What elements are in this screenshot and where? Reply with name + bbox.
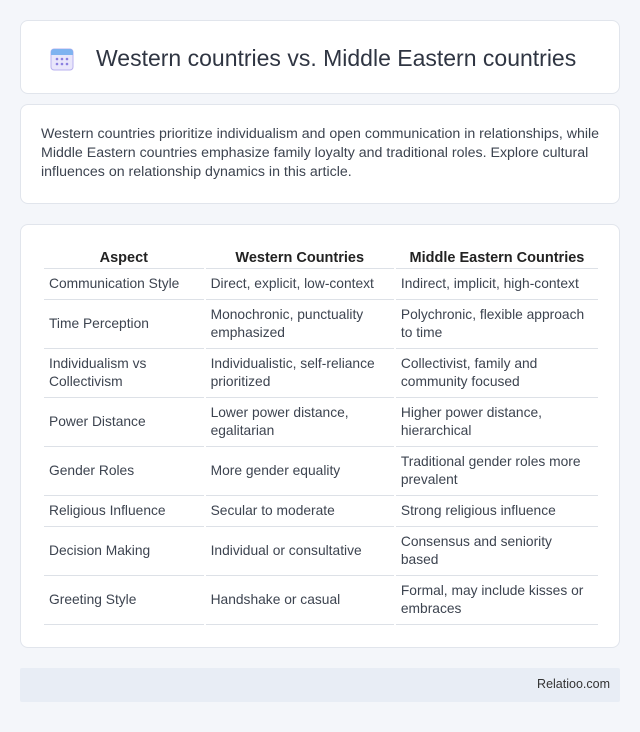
column-header-western: Western Countries <box>206 247 394 269</box>
table-cell: Communication Style <box>44 269 204 300</box>
page-title: Western countries vs. Middle Eastern countries <box>96 45 577 71</box>
table-cell: Individualistic, self-reliance prioritized <box>206 349 394 398</box>
table-row <box>44 300 598 349</box>
footer-bar <box>20 668 620 702</box>
table-cell: Polychronic, flexible approach to time <box>396 300 598 349</box>
table-header-row <box>44 247 598 269</box>
table-row <box>44 576 598 625</box>
header-card <box>20 20 620 94</box>
table-cell: Greeting Style <box>44 576 204 625</box>
table-cell: Direct, explicit, low-context <box>206 269 394 300</box>
table-cell: Handshake or casual <box>206 576 394 625</box>
comparison-table <box>42 247 600 625</box>
calendar-icon <box>49 46 75 72</box>
table-cell: Indirect, implicit, high-context <box>396 269 598 300</box>
table-cell: More gender equality <box>206 447 394 496</box>
column-header-aspect: Aspect <box>44 247 204 269</box>
table-cell: Consensus and seniority based <box>396 527 598 576</box>
table-cell: Secular to moderate <box>206 496 394 527</box>
table-cell: Formal, may include kisses or embraces <box>396 576 598 625</box>
table-row <box>44 447 598 496</box>
table-cell: Power Distance <box>44 398 204 447</box>
table-cell: Individualism vs Collectivism <box>44 349 204 398</box>
table-cell: Individual or consultative <box>206 527 394 576</box>
table-cell: Religious Influence <box>44 496 204 527</box>
intro-text: Western countries prioritize individualism and open communication in relationships, while Middle Eastern countries emphasize family loyalty and traditional roles. Explore cultural influences on relationship dynamics in this article. <box>41 126 600 180</box>
table-cell: Time Perception <box>44 300 204 349</box>
table-cell: Higher power distance, hierarchical <box>396 398 598 447</box>
table-row <box>44 527 598 576</box>
table-row <box>44 269 598 300</box>
intro-card <box>20 104 620 204</box>
column-header-middle-eastern: Middle Eastern Countries <box>396 247 598 269</box>
table-cell: Gender Roles <box>44 447 204 496</box>
comparison-card <box>20 224 620 648</box>
table-cell: Collectivist, family and community focused <box>396 349 598 398</box>
table-cell: Traditional gender roles more prevalent <box>396 447 598 496</box>
table-cell: Strong religious influence <box>396 496 598 527</box>
table-cell: Lower power distance, egalitarian <box>206 398 394 447</box>
table-row <box>44 496 598 527</box>
footer-brand[interactable]: Relatioo.com <box>537 677 610 691</box>
table-row <box>44 349 598 398</box>
table-cell: Monochronic, punctuality emphasized <box>206 300 394 349</box>
table-cell: Decision Making <box>44 527 204 576</box>
table-row <box>44 398 598 447</box>
